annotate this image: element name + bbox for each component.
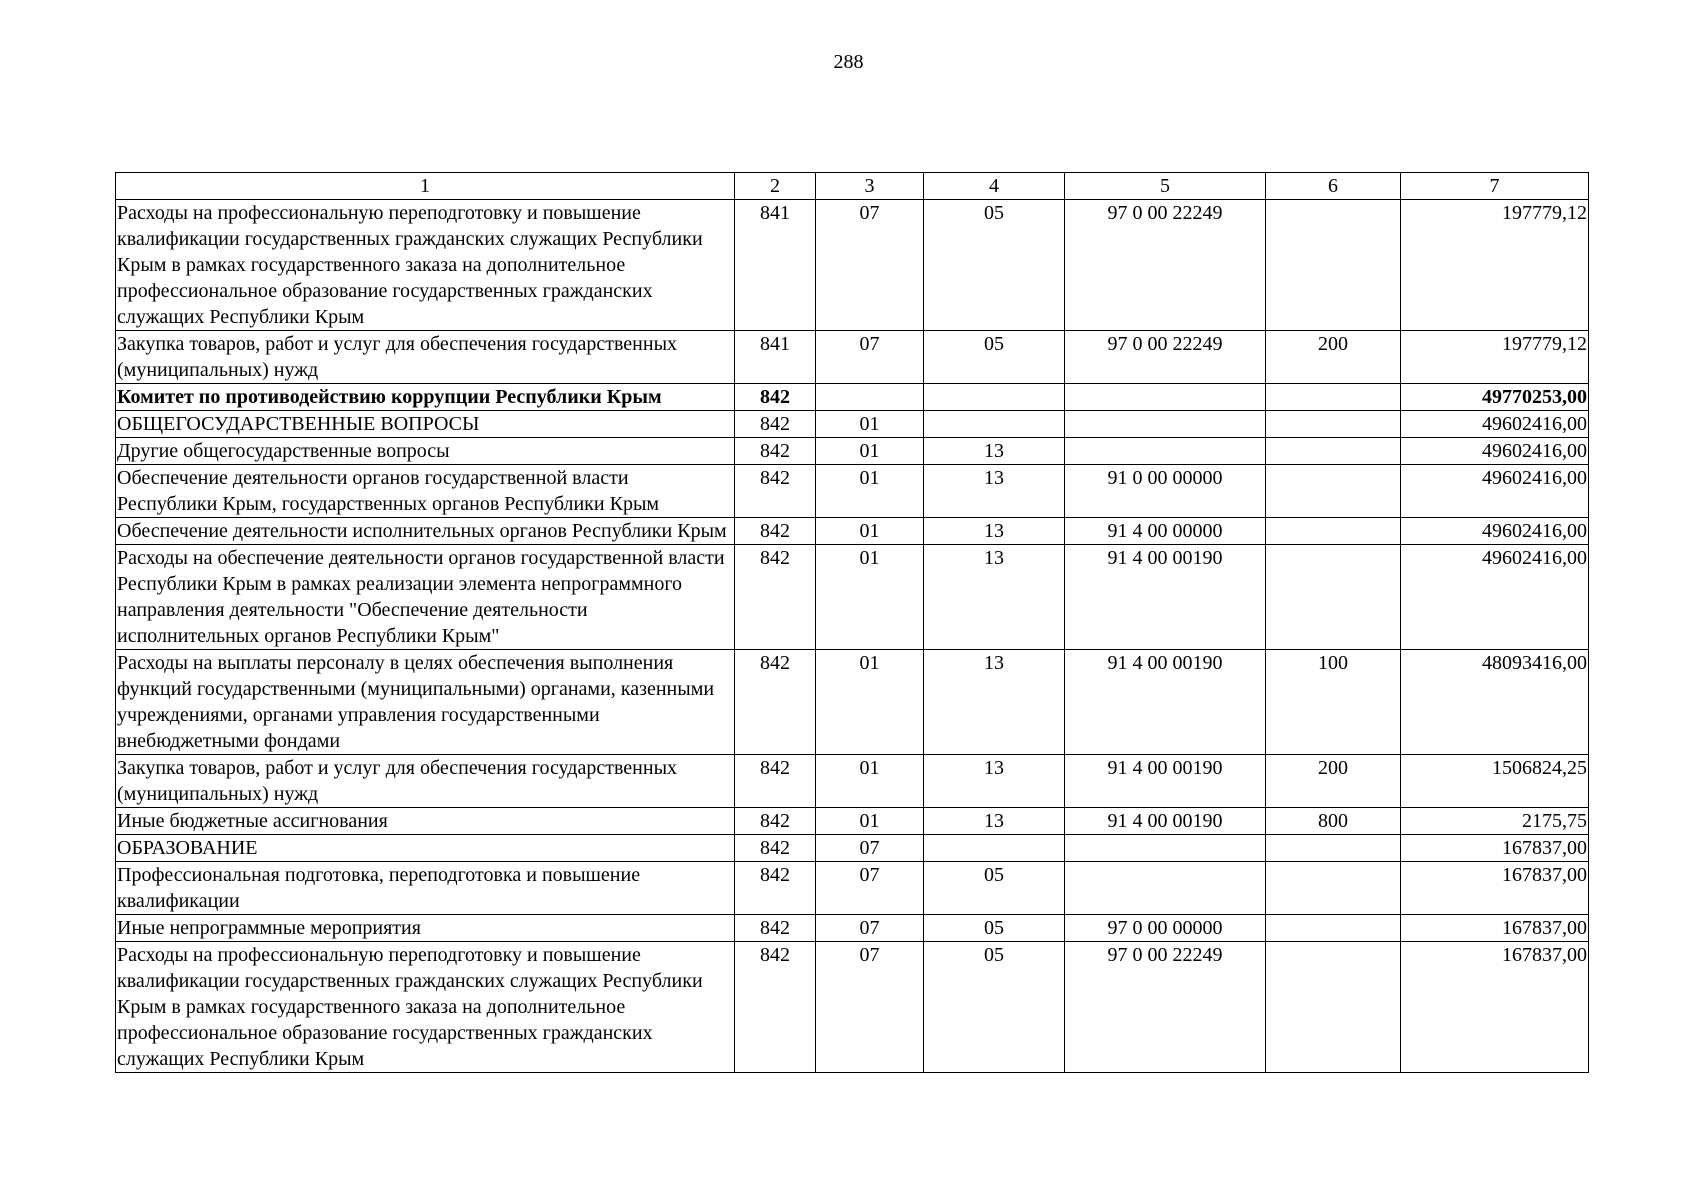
cell-amount: 49602416,00: [1401, 465, 1589, 518]
cell-subsection-code: 13: [924, 518, 1065, 545]
cell-subsection-code: 13: [924, 545, 1065, 650]
cell-section-code: 07: [816, 915, 924, 942]
table-header-row: [116, 173, 1589, 200]
cell-amount: 167837,00: [1401, 862, 1589, 915]
table-row: [116, 755, 1589, 808]
row-name: Расходы на выплаты персоналу в целях обеспечения выполнения функций государственными (муниципальными) органами, казенными учреждениями, органами управления государственными внебюджетными фондами: [116, 650, 735, 755]
cell-target-article: 97 0 00 22249: [1065, 331, 1266, 384]
cell-expense-type: [1266, 465, 1401, 518]
cell-subsection-code: 13: [924, 755, 1065, 808]
cell-department-code: 842: [735, 808, 816, 835]
cell-department-code: 841: [735, 200, 816, 331]
table-row: [116, 465, 1589, 518]
column-header: 6: [1266, 173, 1401, 200]
cell-section-code: 01: [816, 411, 924, 438]
row-name: ОБРАЗОВАНИЕ: [116, 835, 735, 862]
cell-expense-type: [1266, 915, 1401, 942]
cell-target-article: 91 4 00 00190: [1065, 545, 1266, 650]
table-row: [116, 835, 1589, 862]
cell-expense-type: [1266, 384, 1401, 411]
cell-department-code: 842: [735, 915, 816, 942]
table-row: [116, 438, 1589, 465]
cell-amount: 49602416,00: [1401, 518, 1589, 545]
cell-target-article: [1065, 384, 1266, 411]
cell-subsection-code: 13: [924, 650, 1065, 755]
cell-subsection-code: 05: [924, 862, 1065, 915]
row-name: Расходы на профессиональную переподготовку и повышение квалификации государственных гражданских служащих Республики Крым в рамках государственного заказа на дополнительное профессиональное образование государственных гражданских служащих Республики Крым: [116, 200, 735, 331]
column-header: 7: [1401, 173, 1589, 200]
cell-expense-type: [1266, 411, 1401, 438]
cell-expense-type: [1266, 942, 1401, 1073]
table-row: [116, 862, 1589, 915]
cell-target-article: 91 0 00 00000: [1065, 465, 1266, 518]
column-header: 2: [735, 173, 816, 200]
cell-expense-type: 200: [1266, 331, 1401, 384]
cell-section-code: 07: [816, 862, 924, 915]
column-header: 4: [924, 173, 1065, 200]
table-row: [116, 411, 1589, 438]
cell-amount: 167837,00: [1401, 942, 1589, 1073]
row-name: Закупка товаров, работ и услуг для обеспечения государственных (муниципальных) нужд: [116, 755, 735, 808]
cell-target-article: [1065, 835, 1266, 862]
cell-subsection-code: [924, 384, 1065, 411]
row-name: Расходы на профессиональную переподготовку и повышение квалификации государственных гражданских служащих Республики Крым в рамках государственного заказа на дополнительное профессиональное образование государственных гражданских служащих Республики Крым: [116, 942, 735, 1073]
cell-target-article: [1065, 862, 1266, 915]
row-name: ОБЩЕГОСУДАРСТВЕННЫЕ ВОПРОСЫ: [116, 411, 735, 438]
cell-department-code: 842: [735, 835, 816, 862]
cell-expense-type: [1266, 438, 1401, 465]
row-name: Расходы на обеспечение деятельности органов государственной власти Республики Крым в рамках реализации элемента непрограммного направления деятельности "Обеспечение деятельности исполнительных органов Республики Крым": [116, 545, 735, 650]
cell-amount: 197779,12: [1401, 331, 1589, 384]
cell-section-code: 07: [816, 835, 924, 862]
cell-amount: 1506824,25: [1401, 755, 1589, 808]
cell-section-code: [816, 384, 924, 411]
cell-department-code: 842: [735, 438, 816, 465]
cell-amount: 49602416,00: [1401, 411, 1589, 438]
table-row: [116, 808, 1589, 835]
cell-expense-type: [1266, 545, 1401, 650]
cell-subsection-code: 13: [924, 808, 1065, 835]
cell-target-article: 97 0 00 22249: [1065, 942, 1266, 1073]
cell-amount: 167837,00: [1401, 915, 1589, 942]
cell-target-article: 91 4 00 00190: [1065, 808, 1266, 835]
cell-amount: 167837,00: [1401, 835, 1589, 862]
row-name: Обеспечение деятельности органов государственной власти Республики Крым, государственных органов Республики Крым: [116, 465, 735, 518]
cell-amount: 49602416,00: [1401, 545, 1589, 650]
cell-subsection-code: 05: [924, 915, 1065, 942]
table-row: [116, 942, 1589, 1073]
cell-expense-type: 100: [1266, 650, 1401, 755]
cell-subsection-code: [924, 411, 1065, 438]
cell-target-article: 91 4 00 00190: [1065, 755, 1266, 808]
cell-expense-type: 800: [1266, 808, 1401, 835]
cell-section-code: 01: [816, 650, 924, 755]
cell-department-code: 842: [735, 755, 816, 808]
cell-section-code: 07: [816, 200, 924, 331]
row-name: Профессиональная подготовка, переподготовка и повышение квалификации: [116, 862, 735, 915]
cell-subsection-code: [924, 835, 1065, 862]
cell-target-article: [1065, 438, 1266, 465]
cell-subsection-code: 13: [924, 438, 1065, 465]
cell-department-code: 842: [735, 384, 816, 411]
cell-subsection-code: 05: [924, 200, 1065, 331]
cell-department-code: 842: [735, 518, 816, 545]
table-row: [116, 915, 1589, 942]
cell-expense-type: [1266, 200, 1401, 331]
cell-section-code: 01: [816, 438, 924, 465]
cell-section-code: 07: [816, 331, 924, 384]
row-name: Закупка товаров, работ и услуг для обеспечения государственных (муниципальных) нужд: [116, 331, 735, 384]
cell-department-code: 842: [735, 465, 816, 518]
cell-department-code: 842: [735, 545, 816, 650]
cell-section-code: 01: [816, 545, 924, 650]
budget-table: [115, 172, 1589, 1073]
cell-department-code: 842: [735, 862, 816, 915]
cell-section-code: 01: [816, 518, 924, 545]
cell-target-article: 91 4 00 00000: [1065, 518, 1266, 545]
cell-section-code: 01: [816, 755, 924, 808]
cell-amount: 2175,75: [1401, 808, 1589, 835]
table-row: [116, 384, 1589, 411]
table-row: [116, 650, 1589, 755]
row-name: Иные непрограммные мероприятия: [116, 915, 735, 942]
cell-amount: 48093416,00: [1401, 650, 1589, 755]
cell-amount: 197779,12: [1401, 200, 1589, 331]
row-name: Другие общегосударственные вопросы: [116, 438, 735, 465]
cell-section-code: 07: [816, 942, 924, 1073]
cell-amount: 49770253,00: [1401, 384, 1589, 411]
cell-expense-type: [1266, 835, 1401, 862]
row-name: Комитет по противодействию коррупции Республики Крым: [116, 384, 735, 411]
cell-target-article: [1065, 411, 1266, 438]
cell-section-code: 01: [816, 808, 924, 835]
cell-department-code: 842: [735, 942, 816, 1073]
column-header: 5: [1065, 173, 1266, 200]
table-row: [116, 331, 1589, 384]
cell-target-article: 97 0 00 00000: [1065, 915, 1266, 942]
column-header: 1: [116, 173, 735, 200]
row-name: Обеспечение деятельности исполнительных органов Республики Крым: [116, 518, 735, 545]
cell-section-code: 01: [816, 465, 924, 518]
row-name: Иные бюджетные ассигнования: [116, 808, 735, 835]
cell-department-code: 841: [735, 331, 816, 384]
page-number: 288: [833, 51, 864, 73]
cell-amount: 49602416,00: [1401, 438, 1589, 465]
cell-subsection-code: 13: [924, 465, 1065, 518]
cell-expense-type: [1266, 518, 1401, 545]
table-row: [116, 545, 1589, 650]
table-row: [116, 518, 1589, 545]
column-header: 3: [816, 173, 924, 200]
table-row: [116, 200, 1589, 331]
cell-department-code: 842: [735, 411, 816, 438]
cell-subsection-code: 05: [924, 331, 1065, 384]
cell-department-code: 842: [735, 650, 816, 755]
cell-expense-type: [1266, 862, 1401, 915]
cell-subsection-code: 05: [924, 942, 1065, 1073]
cell-target-article: 91 4 00 00190: [1065, 650, 1266, 755]
cell-target-article: 97 0 00 22249: [1065, 200, 1266, 331]
cell-expense-type: 200: [1266, 755, 1401, 808]
